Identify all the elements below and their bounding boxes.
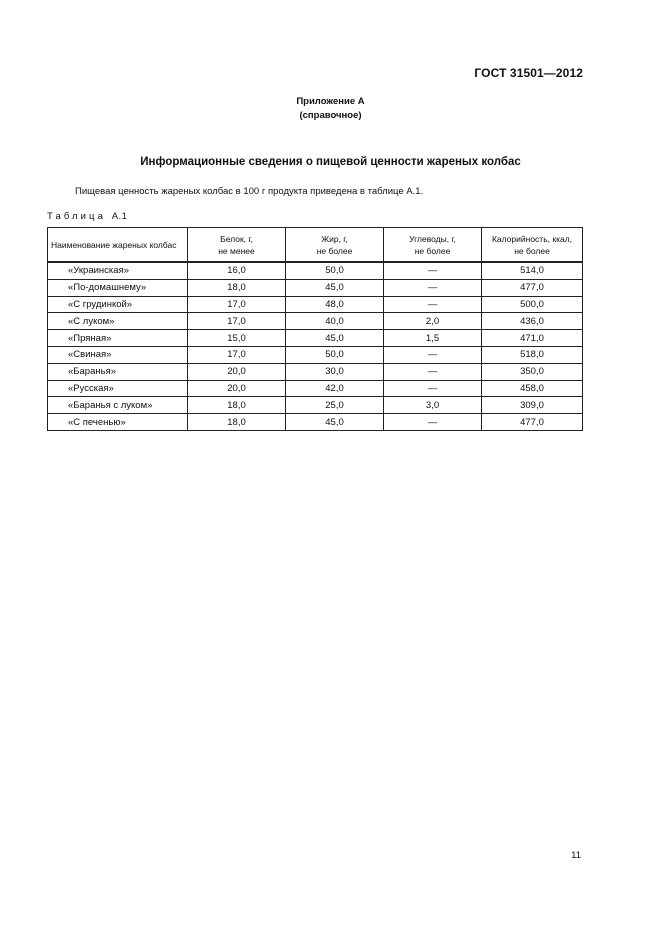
cell-protein: 17,0 <box>188 296 286 313</box>
cell-fat: 42,0 <box>286 380 384 397</box>
table-row <box>48 279 583 296</box>
cell-calories: 518,0 <box>482 346 583 363</box>
table-row <box>48 380 583 397</box>
cell-protein: 16,0 <box>188 262 286 279</box>
header-cell-calories: Калорийность, ккал, не более <box>482 228 583 263</box>
cell-carbs: 3,0 <box>384 397 482 414</box>
cell-fat: 48,0 <box>286 296 384 313</box>
table-caption-label: Таблица <box>47 211 106 222</box>
cell-sausage-name: «С луком» <box>48 313 188 330</box>
cell-fat: 25,0 <box>286 397 384 414</box>
cell-protein: 20,0 <box>188 380 286 397</box>
cell-fat: 30,0 <box>286 363 384 380</box>
cell-fat: 45,0 <box>286 414 384 431</box>
cell-sausage-name: «С печенью» <box>48 414 188 431</box>
cell-protein: 18,0 <box>188 279 286 296</box>
intro-paragraph: Пищевая ценность жареных колбас в 100 г продукта приведена в таблице А.1. <box>75 186 424 197</box>
table-caption-number: А.1 <box>111 211 128 222</box>
table-row <box>48 414 583 431</box>
table-row <box>48 313 583 330</box>
cell-fat: 45,0 <box>286 330 384 347</box>
cell-sausage-name: «Украинская» <box>48 262 188 279</box>
table-row <box>48 262 583 279</box>
cell-carbs: — <box>384 279 482 296</box>
header-cell-name: Наименование жареных колбас <box>48 228 188 263</box>
cell-carbs: — <box>384 346 482 363</box>
cell-carbs: — <box>384 363 482 380</box>
cell-calories: 350,0 <box>482 363 583 380</box>
table-row <box>48 346 583 363</box>
page-title: Информационные сведения о пищевой ценности жареных колбас <box>140 156 521 168</box>
cell-carbs: — <box>384 414 482 431</box>
cell-protein: 15,0 <box>188 330 286 347</box>
table-row <box>48 397 583 414</box>
page-number: 11 <box>571 850 581 861</box>
table-row <box>48 296 583 313</box>
cell-sausage-name: «Баранья» <box>48 363 188 380</box>
appendix-subtitle: (справочное) <box>299 110 362 121</box>
cell-carbs: 1,5 <box>384 330 482 347</box>
cell-protein: 17,0 <box>188 346 286 363</box>
appendix-heading <box>0 95 661 123</box>
document-code: ГОСТ 31501—2012 <box>474 66 583 80</box>
cell-protein: 17,0 <box>188 313 286 330</box>
cell-calories: 458,0 <box>482 380 583 397</box>
table-caption <box>47 211 127 222</box>
cell-calories: 471,0 <box>482 330 583 347</box>
header-cell-carbs: Углеводы, г, не более <box>384 228 482 263</box>
cell-carbs: 2,0 <box>384 313 482 330</box>
table-row <box>48 363 583 380</box>
table-row <box>48 330 583 347</box>
cell-carbs: — <box>384 296 482 313</box>
cell-sausage-name: «Русская» <box>48 380 188 397</box>
nutrition-table <box>47 227 583 431</box>
cell-calories: 500,0 <box>482 296 583 313</box>
cell-sausage-name: «Свиная» <box>48 346 188 363</box>
cell-calories: 477,0 <box>482 279 583 296</box>
header-cell-fat: Жир, г, не более <box>286 228 384 263</box>
cell-protein: 18,0 <box>188 397 286 414</box>
cell-carbs: — <box>384 380 482 397</box>
cell-carbs: — <box>384 262 482 279</box>
cell-fat: 40,0 <box>286 313 384 330</box>
cell-fat: 50,0 <box>286 262 384 279</box>
cell-sausage-name: «По-домашнему» <box>48 279 188 296</box>
cell-calories: 436,0 <box>482 313 583 330</box>
cell-calories: 477,0 <box>482 414 583 431</box>
cell-sausage-name: «Пряная» <box>48 330 188 347</box>
cell-calories: 514,0 <box>482 262 583 279</box>
table-header-row <box>48 228 583 263</box>
header-cell-protein: Белок, г, не менее <box>188 228 286 263</box>
appendix-title: Приложение А <box>296 96 365 107</box>
cell-protein: 20,0 <box>188 363 286 380</box>
cell-protein: 18,0 <box>188 414 286 431</box>
cell-calories: 309,0 <box>482 397 583 414</box>
cell-fat: 50,0 <box>286 346 384 363</box>
cell-fat: 45,0 <box>286 279 384 296</box>
cell-sausage-name: «С грудинкой» <box>48 296 188 313</box>
cell-sausage-name: «Баранья с луком» <box>48 397 188 414</box>
